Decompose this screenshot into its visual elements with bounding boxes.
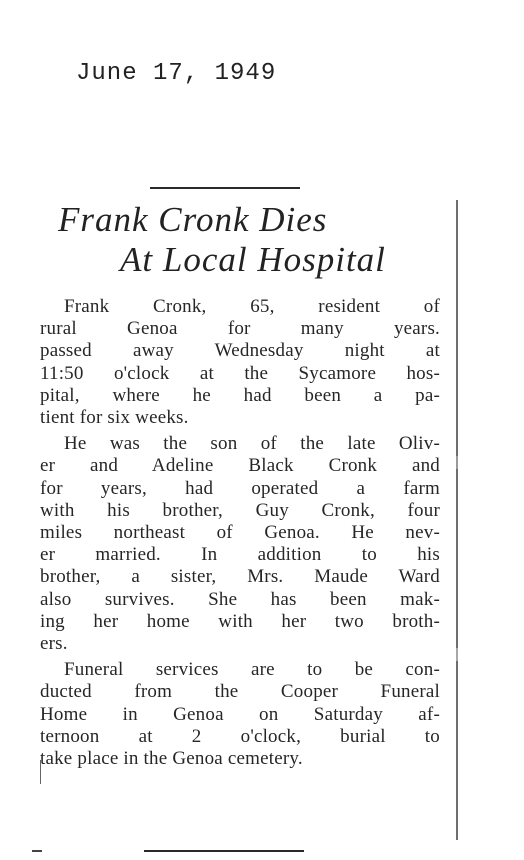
clipping-date: June 17, 1949 [76, 60, 277, 87]
text-line: rural Genoa for many years. [40, 318, 440, 340]
text-line: passed away Wednesday night at [40, 340, 440, 362]
text-line: Frank Cronk, 65, resident of [64, 296, 440, 317]
text-line: ducted from the Cooper Funeral [40, 681, 440, 703]
text-line: pital, where he had been a pa- [40, 384, 440, 406]
text-line: ing her home with her two broth- [40, 610, 440, 632]
text-line: Home in Genoa on Saturday af- [40, 703, 440, 725]
text-line: ternoon at 2 o'clock, burial to [40, 725, 440, 747]
text-line: tient for six weeks. [40, 407, 189, 429]
text-line: er and Adeline Black Cronk and [40, 455, 440, 477]
text-line: He was the son of the late Oliv- [64, 433, 440, 455]
column-right-rule [456, 200, 458, 840]
paragraph-3 [40, 659, 440, 770]
text-line: er married. In addition to his [40, 544, 440, 566]
text-line: miles northeast of Genoa. He nev- [40, 522, 440, 544]
text-line: with his brother, Guy Cronk, four [40, 499, 440, 521]
text-line: brother, a sister, Mrs. Maude Ward [40, 566, 440, 588]
bottom-rule [144, 850, 304, 852]
paragraph-1 [40, 296, 440, 429]
paragraph-2 [40, 433, 440, 655]
headline-line-2: At Local Hospital [120, 240, 386, 279]
bottom-dash [32, 850, 42, 852]
text-line: take place in the Genoa cemetery. [40, 748, 303, 770]
text-line: for years, had operated a farm [40, 477, 440, 499]
text-line: also survives. She has been mak- [40, 588, 440, 610]
article-body [40, 296, 440, 774]
headline-line-1: Frank Cronk Dies [58, 200, 328, 239]
text-line: Funeral services are to be con- [64, 659, 440, 681]
text-line: ers. [40, 633, 68, 655]
top-rule [150, 187, 300, 189]
text-line: 11:50 o'clock at the Sycamore hos- [40, 362, 440, 384]
